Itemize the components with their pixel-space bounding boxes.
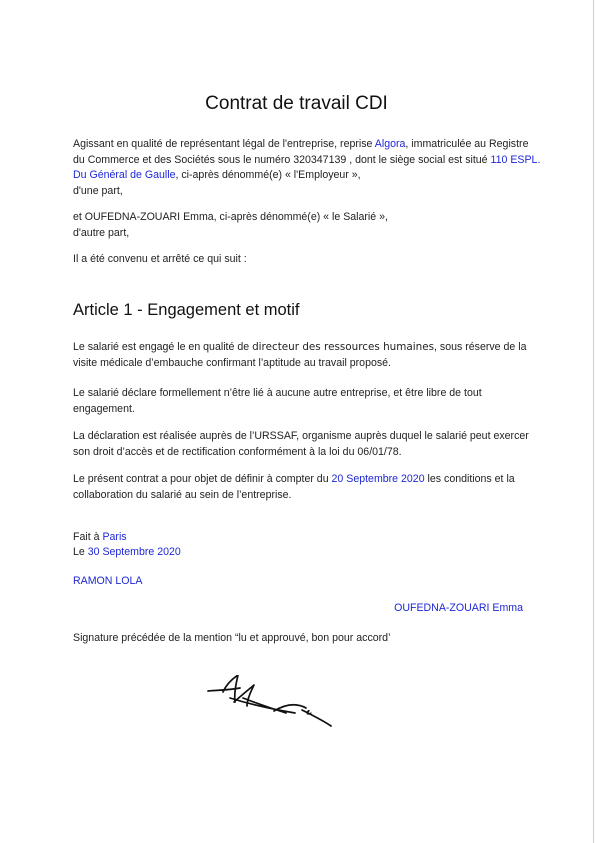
company-name-field: Algora	[374, 138, 406, 150]
employer-intro-text-end: , ci-après dénommé(e) « l'Employeur »,	[175, 169, 361, 181]
start-date-field: 20 Septembre 2020	[331, 473, 425, 485]
employer-intro-text-start: Agissant en qualité de représentant légal de l'entreprise, reprise	[73, 138, 375, 150]
employer-intro-paragraph	[73, 137, 543, 199]
employer-signatory-name: RAMON LOLA	[73, 575, 143, 587]
signature-date-label: Le	[73, 546, 88, 558]
first-party-label: d'une part,	[73, 184, 123, 197]
second-party-label: d'autre part,	[73, 226, 130, 239]
contract-purpose-paragraph	[73, 472, 543, 503]
handwritten-signature	[202, 675, 340, 735]
agreement-intro: Il a été convenu et arrêté ce qui suit :	[73, 253, 247, 265]
urssaf-declaration-paragraph: La déclaration est réalisée auprès de l’URSSAF, organisme auprès duquel le salarié peut exercer son droit d’accès et de rectification conformément à la loi du 06/01/78.	[73, 430, 529, 458]
job-title-field: directeur des ressources humaines	[252, 341, 435, 353]
article-1-heading: Article 1 - Engagement et motif	[73, 301, 300, 319]
made-in-line	[73, 530, 543, 546]
engagement-text-end: , sous réserve de la visite médicale d’embauche confirmant l’aptitude au travail proposé.	[73, 341, 527, 369]
engagement-text-start: Le salarié est engagé le en qualité de	[73, 341, 253, 353]
signature-date-line	[73, 545, 543, 561]
contract-purpose-text-start: Le présent contrat a pour objet de définir à compter du	[73, 473, 332, 485]
exclusivity-paragraph: Le salarié déclare formellement n’être lié à aucune autre entreprise, et être libre de tout engagement.	[73, 387, 482, 415]
employee-signatory-name: OUFEDNA-ZOUARI Emma	[394, 602, 523, 614]
signature-date-field: 30 Septembre 2020	[87, 546, 181, 558]
contract-purpose-text-end: les conditions et la collaboration du salarié au sein de l’entreprise.	[73, 473, 515, 501]
employee-intro-text: et OUFEDNA-ZOUARI Emma, ci-après dénommé(e) « le Salarié »,	[73, 211, 388, 223]
signature-mention: Signature précédée de la mention “lu et approuvé, bon pour accord’	[73, 632, 391, 644]
company-address-field: 110 ESPL. Du Général de Gaulle	[73, 153, 541, 181]
made-in-label: Fait à	[73, 531, 103, 543]
engagement-paragraph	[73, 340, 543, 371]
employer-intro-text-middle: , immatriculée au Registre du Commerce et des Sociétés sous le numéro 320347139 , dont le siège social est situé	[73, 138, 529, 166]
employee-intro-paragraph	[73, 210, 543, 241]
city-field: Paris	[102, 531, 127, 543]
document-title: Contrat de travail CDI	[205, 93, 388, 114]
